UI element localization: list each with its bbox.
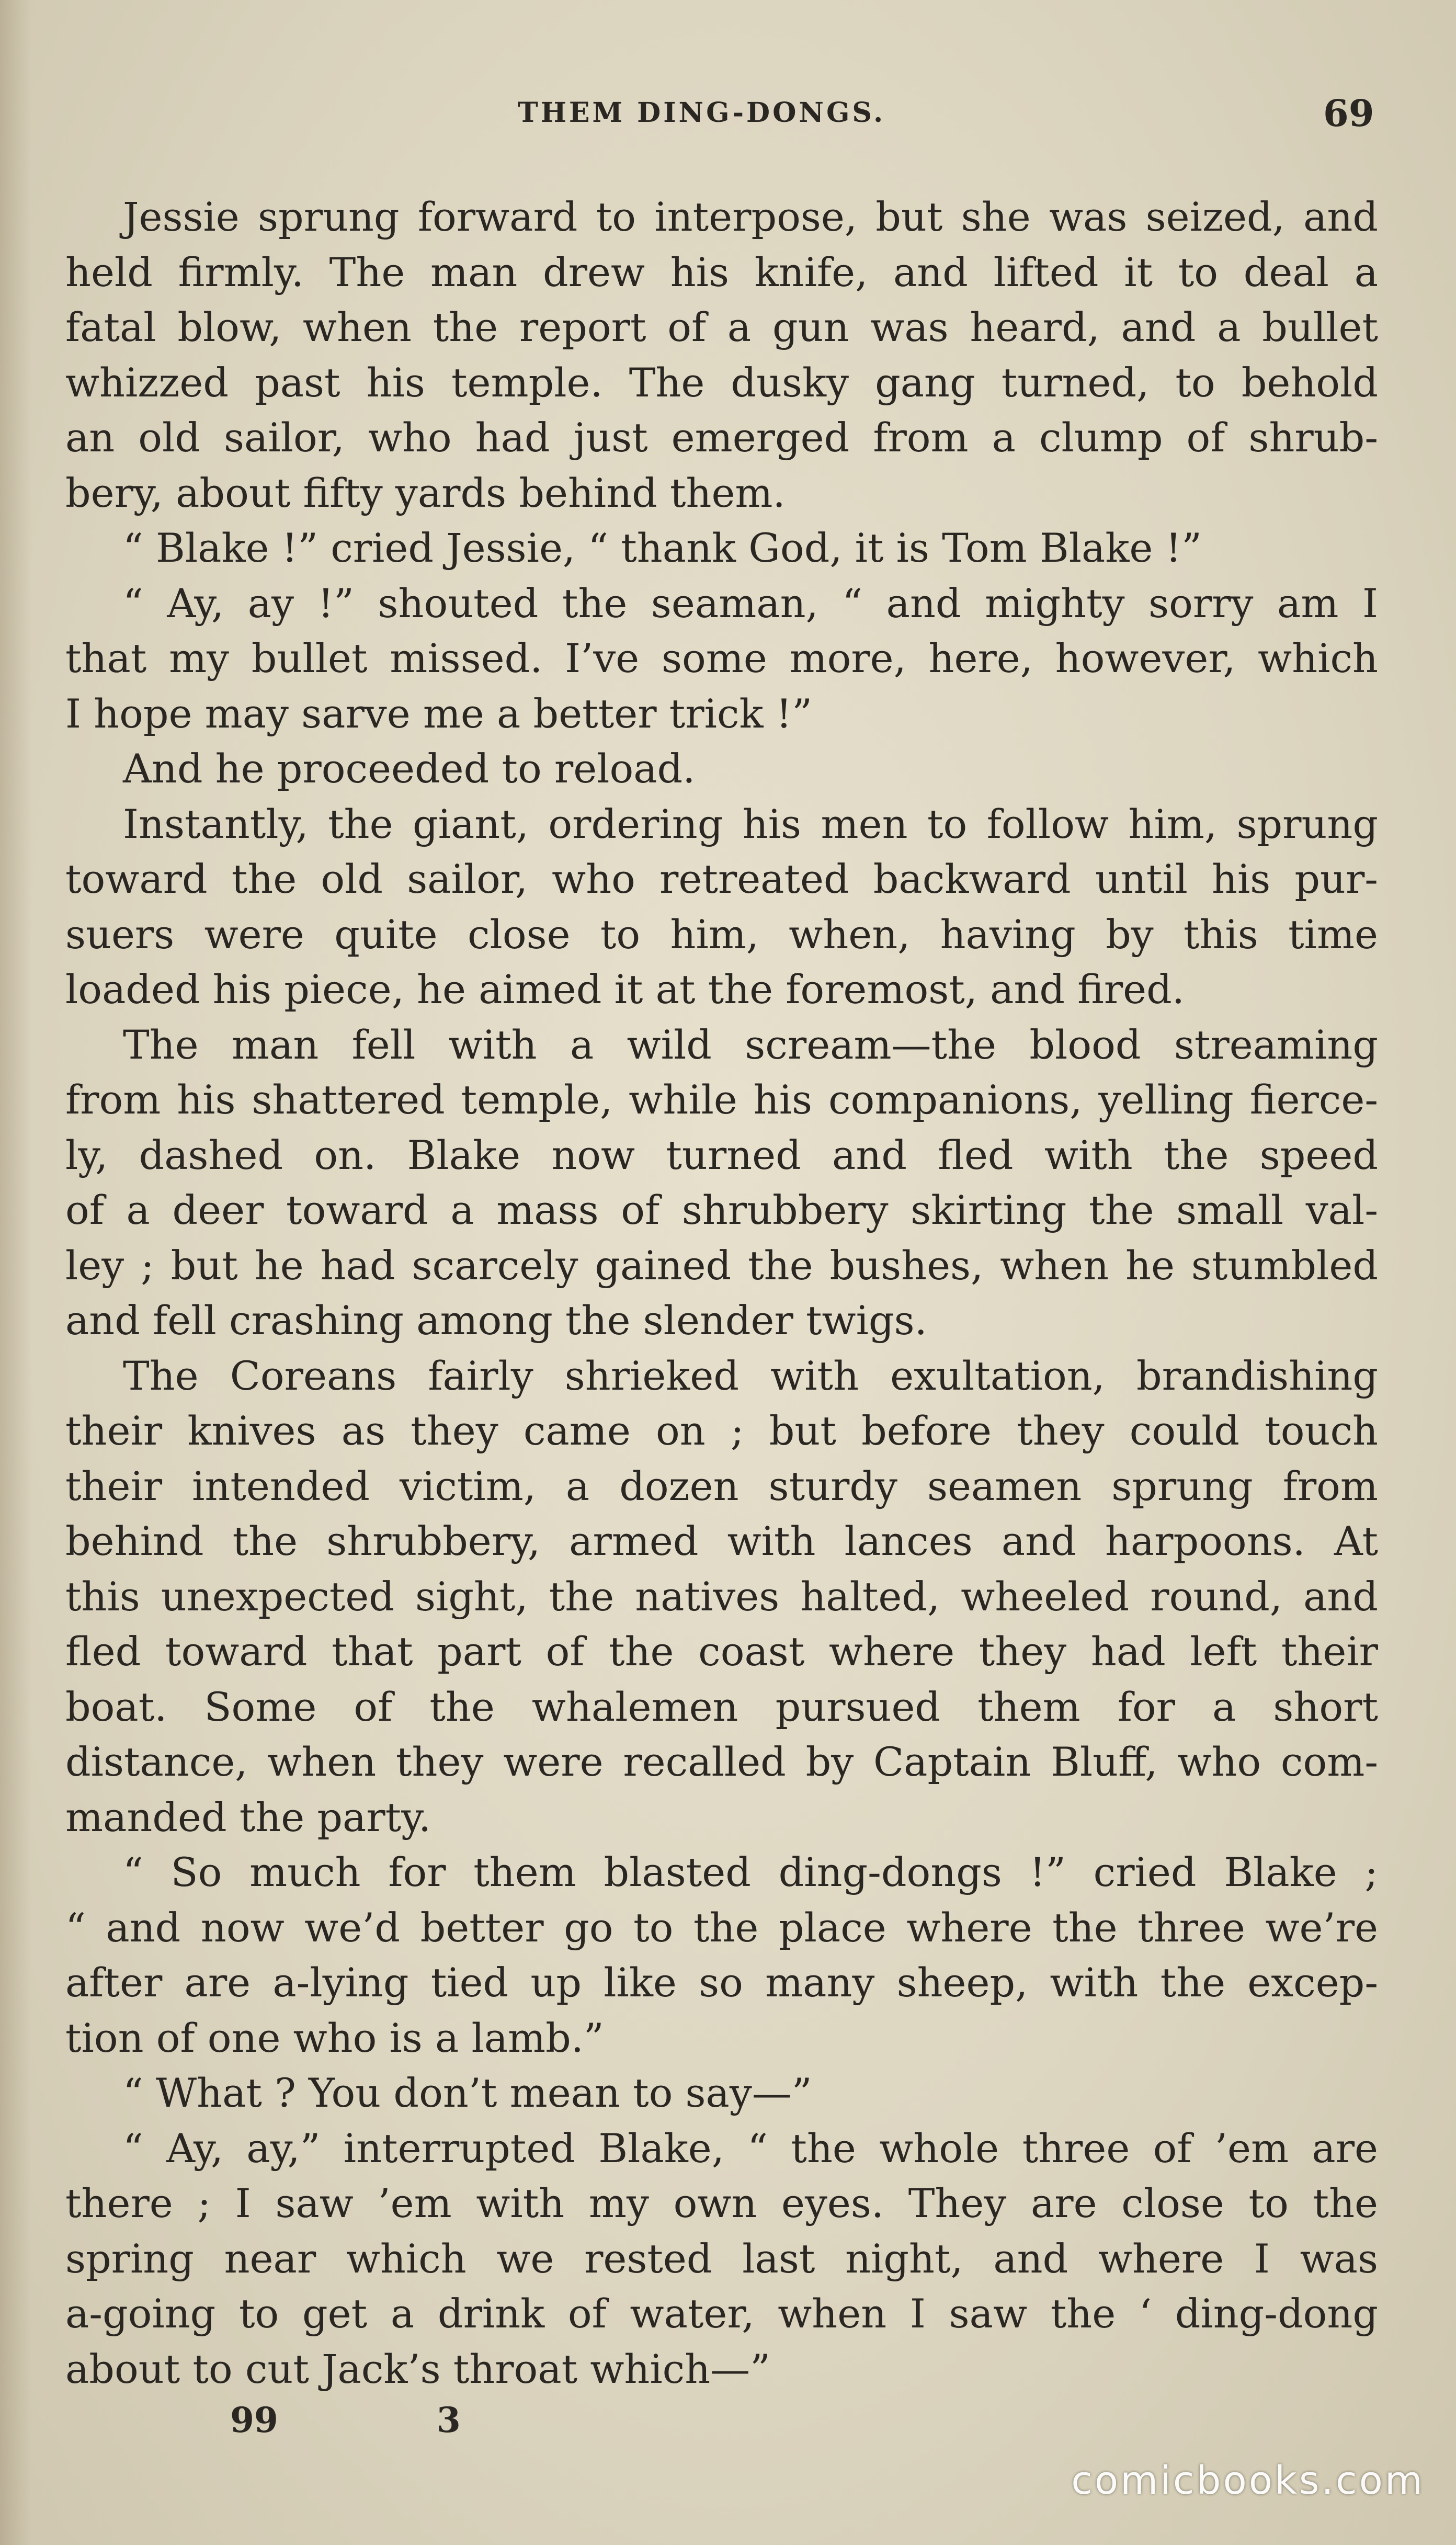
text-line: from his shattered temple, while his companions, yelling fierce- bbox=[65, 1076, 1378, 1123]
signature-left: 99 bbox=[230, 2400, 278, 2440]
text-line: Instantly, the giant, ordering his men to follow him, sprung bbox=[123, 800, 1378, 847]
text-line: held firmly. The man drew his knife, and lifted it to deal a bbox=[65, 248, 1378, 296]
text-line: “ Blake !” cried Jessie, “ thank God, it is Tom Blake !” bbox=[123, 525, 1202, 571]
text-line: ly, dashed on. Blake now turned and fled with the speed bbox=[65, 1131, 1378, 1178]
text-line: after are a-lying tied up like so many sheep, with the excep- bbox=[65, 1959, 1378, 2006]
text-line: an old sailor, who had just emerged from a clump of shrub- bbox=[65, 414, 1378, 461]
text-line: Jessie sprung forward to interpose, but she was seized, and bbox=[123, 194, 1378, 240]
watermark: comicbooks.com bbox=[1071, 2458, 1425, 2503]
text-line: and fell crashing among the slender twigs. bbox=[65, 1297, 927, 1344]
text-line: tion of one who is a lamb.” bbox=[65, 2014, 604, 2061]
text-line: whizzed past his temple. The dusky gang turned, to behold bbox=[65, 359, 1378, 406]
text-line: The man fell with a wild scream—the blood streaming bbox=[123, 1021, 1378, 1068]
text-line: their knives as they came on ; but before they could touch bbox=[65, 1407, 1378, 1454]
text-line: of a deer toward a mass of shrubbery skirting the small val- bbox=[65, 1187, 1378, 1233]
text-line: “ So much for them blasted ding-dongs !” cried Blake ; bbox=[123, 1849, 1378, 1895]
text-line: there ; I saw ’em with my own eyes. They are close to the bbox=[65, 2180, 1378, 2226]
text-line: a-going to get a drink of water, when I saw the ‘ ding-dong bbox=[65, 2290, 1378, 2337]
text-line: fled toward that part of the coast where they had left their bbox=[65, 1628, 1378, 1675]
text-line: toward the old sailor, who retreated backward until his pur- bbox=[65, 856, 1378, 902]
text-line: bery, about fifty yards behind them. bbox=[65, 469, 786, 516]
text-line: that my bullet missed. I’ve some more, here, however, which bbox=[65, 635, 1378, 681]
text-line: “ and now we’d better go to the place where the three we’re bbox=[65, 1904, 1378, 1951]
text-line: I hope may sarve me a better trick !” bbox=[65, 690, 813, 737]
page-gutter-shadow bbox=[0, 0, 31, 2545]
text-line: spring near which we rested last night, and where I was bbox=[65, 2235, 1378, 2282]
text-line: suers were quite close to him, when, having by this time bbox=[65, 911, 1378, 958]
text-line: their intended victim, a dozen sturdy seamen sprung from bbox=[65, 1462, 1378, 1509]
text-line: “ Ay, ay,” interrupted Blake, “ the whole three of ’em are bbox=[123, 2124, 1378, 2172]
printer-signature bbox=[230, 2400, 461, 2440]
text-line: “ What ? You don’t mean to say—” bbox=[123, 2070, 812, 2116]
text-line: ley ; but he had scarcely gained the bushes, when he stumbled bbox=[65, 1242, 1378, 1289]
body-text bbox=[65, 189, 1378, 2396]
text-line: manded the party. bbox=[65, 1793, 431, 1840]
text-line: behind the shrubbery, armed with lances and harpoons. At bbox=[65, 1518, 1378, 1564]
signature-right: 3 bbox=[436, 2400, 461, 2440]
text-line: distance, when they were recalled by Captain Bluff, who com- bbox=[65, 1739, 1378, 1785]
text-line: And he proceeded to reload. bbox=[123, 745, 696, 792]
text-line: “ Ay, ay !” shouted the seaman, “ and mighty sorry am I bbox=[123, 580, 1378, 627]
running-head bbox=[0, 92, 1456, 139]
text-line: about to cut Jack’s throat which—” bbox=[65, 2345, 770, 2392]
page-number: 69 bbox=[1323, 92, 1374, 135]
text-line: fatal blow, when the report of a gun was heard, and a bullet bbox=[65, 304, 1378, 350]
text-line: this unexpected sight, the natives halted, wheeled round, and bbox=[65, 1573, 1378, 1620]
text-line: boat. Some of the whalemen pursued them for a short bbox=[65, 1683, 1378, 1730]
text-line: loaded his piece, he aimed it at the foremost, and fired. bbox=[65, 966, 1185, 1013]
text-line: The Coreans fairly shrieked with exultation, brandishing bbox=[123, 1352, 1378, 1399]
running-title: THEM DING-DONGS. bbox=[518, 97, 886, 129]
